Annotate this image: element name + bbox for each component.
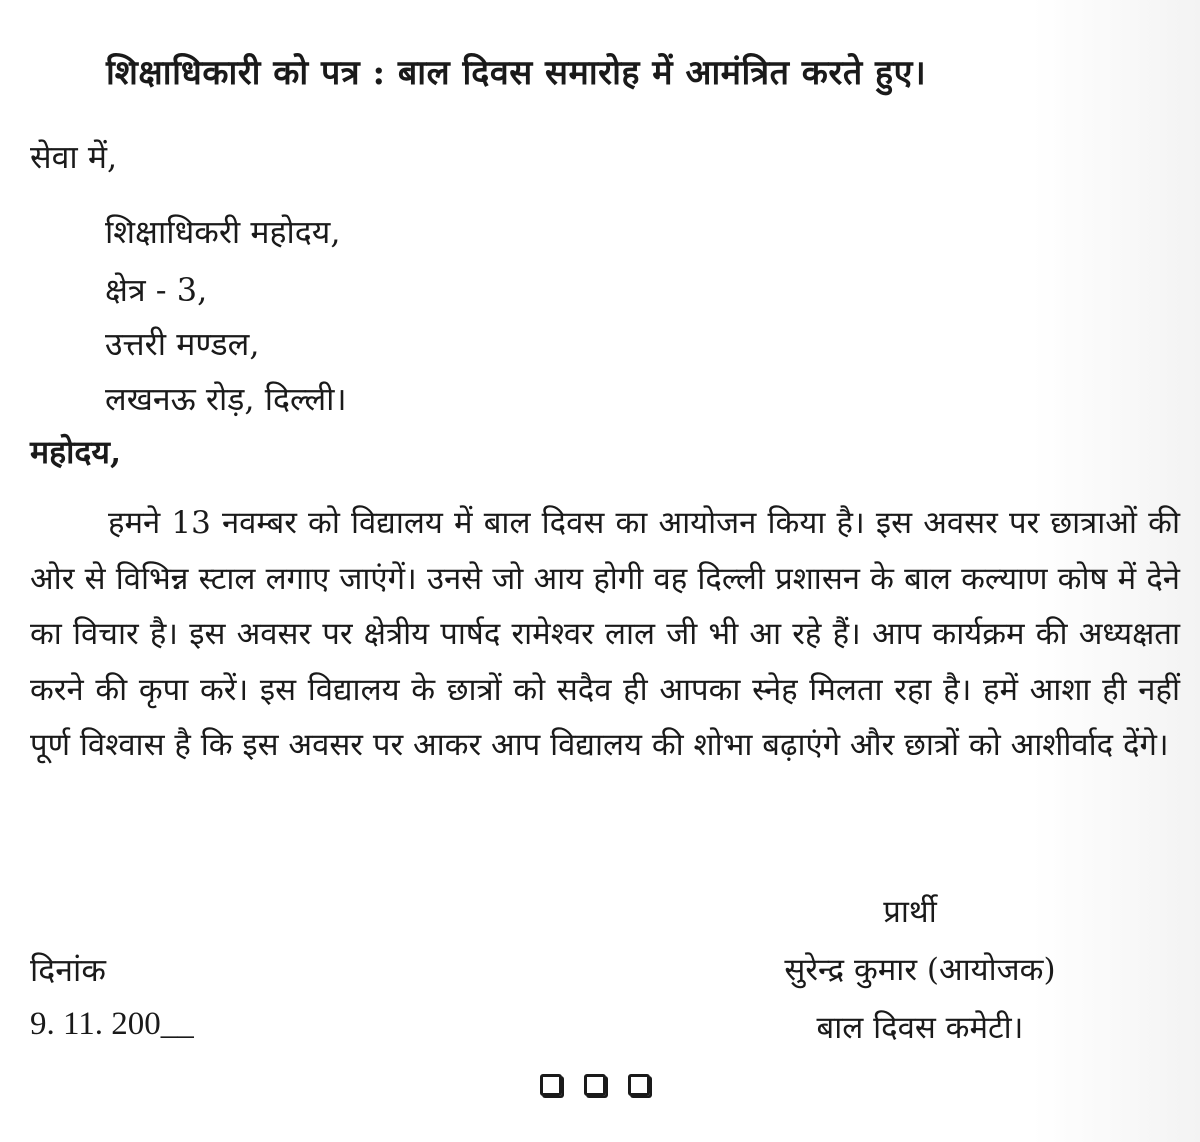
address-line: उत्तरी मण्डल,: [105, 325, 260, 363]
letter-title: शिक्षाधिकारी को पत्र : बाल दिवस समारोह में आमंत्रित करते हुए।: [106, 53, 927, 93]
letter-body: हमने 13 नवम्बर को विद्यालय में बाल दिवस का आयोजन किया है। इस अवसर पर छात्राओं की ओर से विभिन्न स्टाल लगाए जाएंगें। उनसे जो आय होगी वह दिल्ली प्रशासन के बाल कल्याण कोष में देने का विचार है। इस अवसर पर क्षेत्रीय पार्षद रामेश्वर लाल जी भी आ रहे हैं। आप कार्यक्रम की अध्यक्षता करने की कृपा करें। इस विद्यालय के छात्रों को सदैव ही आपका स्नेह मिलता रहा है। हमें आशा ही नहीं पूर्ण विश्वास है कि इस अवसर पर आकर आप विद्यालय की शोभा बढ़ाएंगे और छात्रों को आशीर्वाद देंगे।: [30, 505, 1180, 763]
square-box-icon: [584, 1074, 606, 1096]
signature-org: बाल दिवस कमेटी।: [816, 1010, 1024, 1046]
square-box-icon: [628, 1074, 650, 1096]
date-value: 9. 11. 200__: [30, 1006, 194, 1042]
address-line: क्षेत्र - 3,: [105, 271, 208, 309]
end-ornament: [540, 1074, 650, 1096]
signature-closing: प्रार्थी: [883, 894, 937, 930]
signature-name: सुरेन्द्र कुमार (आयोजक): [784, 952, 1056, 988]
square-box-icon: [540, 1074, 562, 1096]
address-line: लखनऊ रोड़, दिल्ली।: [105, 380, 347, 418]
salutation-to: सेवा में,: [30, 138, 118, 176]
date-label: दिनांक: [30, 951, 106, 989]
address-line: शिक्षाधिकरी महोदय,: [105, 213, 341, 251]
greeting: महोदय,: [30, 433, 122, 471]
